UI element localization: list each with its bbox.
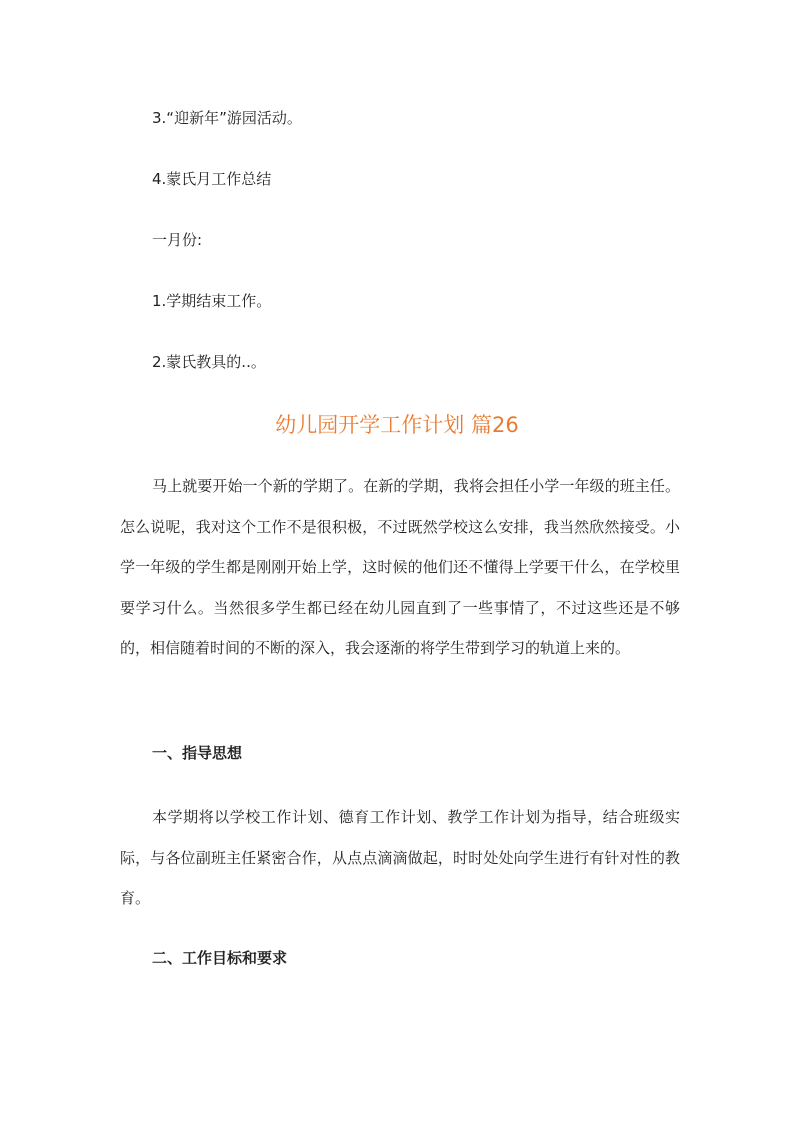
intro-paragraph: 马上就要开始一个新的学期了。在新的学期，我将会担任小学一年级的班主任。怎么说呢，我对这个工作不是很积极，不过既然学校这么安排，我当然欣然接受。小学一年级的学生都是刚刚开始上学，这时候的他们还不懂得上学要干什么，在学校里要学习什么。当然很多学生都已经在幼儿园直到了一些事情了，不过这些还是不够的，相信随着时间的不断的深入，我会逐渐的将学生带到学习的轨道上来的。 [120,477,680,658]
heading-goals-requirements: 二、工作目标和要求 [152,949,288,967]
heading-guiding-ideology: 一、指导思想 [152,744,243,762]
list-item-montessori-materials: 2.蒙氏教具的..。 [152,353,266,371]
guiding-ideology-paragraph: 本学期将以学校工作计划、德育工作计划、教学工作计划为指导，结合班级实际，与各位副班主任紧密合作，从点点滴滴做起，时时处处向学生进行有针对性的教育。 [120,808,680,908]
section-title: 幼儿园开学工作计划 篇26 [275,413,519,437]
list-item-montessori-summary: 4.蒙氏月工作总结 [152,170,272,188]
month-label-january: 一月份: [152,231,203,249]
list-item-new-year-activity: 3.“迎新年”游园活动。 [152,109,302,127]
list-item-semester-end: 1.学期结束工作。 [152,292,272,310]
